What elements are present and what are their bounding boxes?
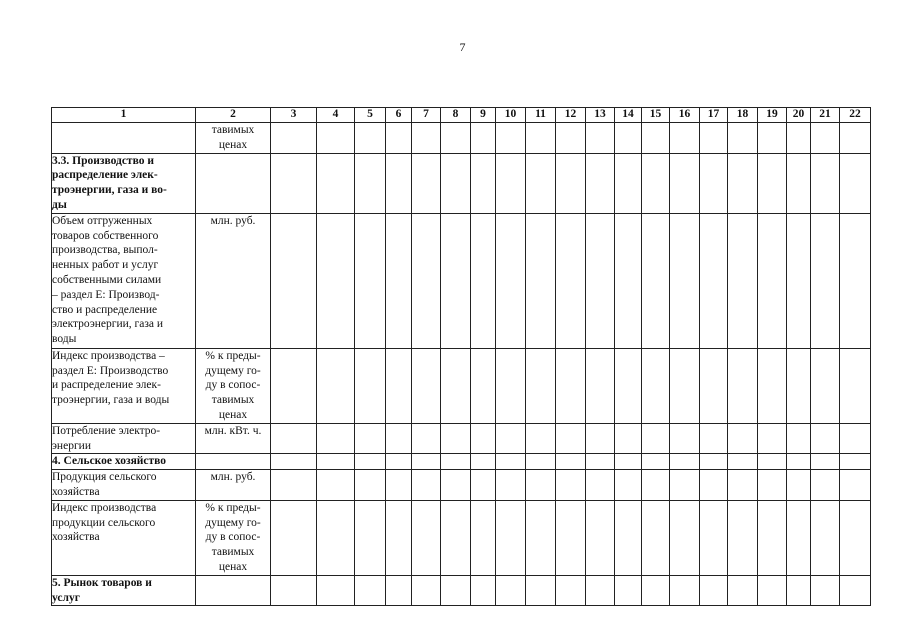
indicator-text: Потребление электро- [52, 424, 161, 437]
indicator-cell [52, 153, 196, 213]
value-cell [670, 123, 700, 154]
unit-text: тавимых [211, 546, 255, 559]
indicator-text: воды [52, 333, 77, 346]
value-cell [615, 123, 642, 154]
unit-cell [196, 153, 271, 213]
value-cell [728, 500, 758, 575]
value-cell [840, 470, 871, 501]
value-cell [496, 470, 526, 501]
value-cell [728, 470, 758, 501]
value-cell [586, 470, 615, 501]
value-cell [526, 500, 556, 575]
value-cell [642, 123, 670, 154]
value-cell [728, 153, 758, 213]
value-cell [700, 153, 728, 213]
unit-text: ду в сопос- [205, 531, 261, 544]
table-row [52, 470, 871, 501]
indicator-text: троэнергии, газа и во- [52, 184, 167, 197]
indicator-text: производства, выпол- [52, 244, 158, 257]
value-cell [728, 423, 758, 454]
statistics-table [51, 107, 871, 606]
value-cell [317, 454, 355, 470]
value-cell [787, 500, 811, 575]
value-cell [441, 153, 471, 213]
column-header-21: 21 [811, 108, 840, 123]
value-cell [317, 153, 355, 213]
unit-cell [196, 123, 271, 154]
value-cell [526, 575, 556, 606]
value-cell [586, 500, 615, 575]
column-header-19: 19 [758, 108, 787, 123]
value-cell [471, 470, 496, 501]
value-cell [787, 348, 811, 423]
value-cell [642, 423, 670, 454]
column-header-7: 7 [412, 108, 441, 123]
column-header-20: 20 [787, 108, 811, 123]
indicator-text: распределение элек- [52, 169, 158, 182]
value-cell [526, 454, 556, 470]
column-header-2: 2 [196, 108, 271, 123]
indicator-text: продукции сельского [52, 516, 156, 529]
unit-cell [196, 470, 271, 501]
unit-text: ценах [218, 560, 248, 573]
value-cell [758, 423, 787, 454]
table-row [52, 123, 871, 154]
value-cell [526, 153, 556, 213]
value-cell [471, 454, 496, 470]
unit-cell [196, 454, 271, 470]
indicator-cell [52, 454, 196, 470]
table-row [52, 348, 871, 423]
value-cell [386, 348, 412, 423]
value-cell [758, 500, 787, 575]
value-cell [670, 348, 700, 423]
value-cell [526, 423, 556, 454]
value-cell [615, 423, 642, 454]
column-header-9: 9 [471, 108, 496, 123]
unit-cell [196, 575, 271, 606]
value-cell [412, 575, 441, 606]
column-header-4: 4 [317, 108, 355, 123]
indicator-cell [52, 575, 196, 606]
value-cell [615, 348, 642, 423]
value-cell [556, 575, 586, 606]
value-cell [355, 470, 386, 501]
value-cell [787, 123, 811, 154]
value-cell [670, 454, 700, 470]
value-cell [787, 454, 811, 470]
value-cell [412, 470, 441, 501]
indicator-text: Объем отгруженных [52, 214, 153, 227]
indicator-cell [52, 348, 196, 423]
value-cell [811, 153, 840, 213]
unit-text: млн. руб. [210, 471, 256, 484]
value-cell [355, 454, 386, 470]
indicator-cell [52, 213, 196, 348]
value-cell [811, 470, 840, 501]
column-header-8: 8 [441, 108, 471, 123]
value-cell [386, 470, 412, 501]
indicator-text: хозяйства [52, 485, 100, 498]
value-cell [471, 575, 496, 606]
value-cell [441, 213, 471, 348]
table-row [52, 575, 871, 606]
unit-cell [196, 348, 271, 423]
column-number-row [52, 108, 871, 123]
value-cell [642, 153, 670, 213]
value-cell [787, 153, 811, 213]
value-cell [700, 454, 728, 470]
value-cell [586, 153, 615, 213]
value-cell [642, 213, 670, 348]
value-cell [355, 153, 386, 213]
value-cell [586, 423, 615, 454]
value-cell [615, 500, 642, 575]
value-cell [642, 575, 670, 606]
value-cell [412, 213, 441, 348]
value-cell [670, 423, 700, 454]
value-cell [758, 348, 787, 423]
value-cell [811, 423, 840, 454]
value-cell [586, 575, 615, 606]
value-cell [496, 153, 526, 213]
value-cell [670, 213, 700, 348]
value-cell [586, 123, 615, 154]
value-cell [317, 348, 355, 423]
value-cell [271, 153, 317, 213]
value-cell [441, 454, 471, 470]
indicator-text: товаров собственного [52, 229, 159, 242]
value-cell [758, 470, 787, 501]
value-cell [758, 575, 787, 606]
column-header-22: 22 [840, 108, 871, 123]
value-cell [728, 123, 758, 154]
value-cell [556, 500, 586, 575]
value-cell [526, 213, 556, 348]
unit-text: млн. кВт. ч. [204, 424, 262, 437]
value-cell [317, 423, 355, 454]
value-cell [787, 423, 811, 454]
indicator-text: электроэнергии, газа и [52, 318, 164, 331]
value-cell [496, 213, 526, 348]
value-cell [386, 575, 412, 606]
column-header-3: 3 [271, 108, 317, 123]
value-cell [471, 213, 496, 348]
value-cell [642, 500, 670, 575]
value-cell [811, 123, 840, 154]
value-cell [412, 348, 441, 423]
column-header-16: 16 [670, 108, 700, 123]
value-cell [271, 213, 317, 348]
indicator-cell [52, 123, 196, 154]
value-cell [441, 423, 471, 454]
value-cell [758, 454, 787, 470]
value-cell [840, 575, 871, 606]
column-header-6: 6 [386, 108, 412, 123]
value-cell [615, 153, 642, 213]
value-cell [471, 153, 496, 213]
value-cell [728, 213, 758, 348]
unit-cell [196, 500, 271, 575]
value-cell [811, 500, 840, 575]
page-number: 7 [459, 40, 466, 54]
value-cell [556, 470, 586, 501]
value-cell [700, 470, 728, 501]
value-cell [642, 348, 670, 423]
value-cell [586, 213, 615, 348]
indicator-text: 5. Рынок товаров и [52, 576, 152, 589]
value-cell [670, 575, 700, 606]
value-cell [615, 213, 642, 348]
value-cell [811, 348, 840, 423]
table-row [52, 454, 871, 470]
value-cell [615, 470, 642, 501]
value-cell [728, 454, 758, 470]
value-cell [700, 213, 728, 348]
value-cell [615, 575, 642, 606]
value-cell [496, 423, 526, 454]
value-cell [271, 500, 317, 575]
indicator-text: Продукция сельского [52, 471, 157, 484]
column-header-1: 1 [52, 108, 196, 123]
unit-text: дущему го- [205, 364, 261, 377]
indicator-text: 3.3. Производство и [52, 154, 154, 167]
indicator-cell [52, 423, 196, 454]
column-header-13: 13 [586, 108, 615, 123]
unit-cell [196, 423, 271, 454]
column-header-12: 12 [556, 108, 586, 123]
unit-text: ду в сопос- [205, 379, 261, 392]
value-cell [700, 500, 728, 575]
value-cell [700, 348, 728, 423]
value-cell [317, 575, 355, 606]
value-cell [811, 575, 840, 606]
indicator-text: 4. Сельское хозяйство [52, 455, 167, 468]
value-cell [441, 500, 471, 575]
value-cell [642, 470, 670, 501]
indicator-text: троэнергии, газа и воды [52, 394, 170, 407]
value-cell [317, 213, 355, 348]
value-cell [758, 213, 787, 348]
value-cell [271, 423, 317, 454]
indicator-text: ды [52, 198, 67, 211]
value-cell [556, 348, 586, 423]
unit-text: млн. руб. [210, 214, 256, 227]
value-cell [615, 454, 642, 470]
indicator-text: раздел E: Производство [52, 364, 169, 377]
value-cell [386, 454, 412, 470]
value-cell [787, 213, 811, 348]
value-cell [728, 575, 758, 606]
indicator-text: энергии [52, 439, 91, 452]
value-cell [840, 153, 871, 213]
value-cell [556, 423, 586, 454]
value-cell [412, 123, 441, 154]
value-cell [412, 153, 441, 213]
value-cell [496, 123, 526, 154]
value-cell [441, 123, 471, 154]
indicator-cell [52, 470, 196, 501]
indicator-text: – раздел E: Производ- [52, 288, 160, 301]
value-cell [355, 423, 386, 454]
value-cell [471, 423, 496, 454]
value-cell [412, 500, 441, 575]
column-header-15: 15 [642, 108, 670, 123]
value-cell [758, 123, 787, 154]
indicator-text: собственными силами [52, 273, 162, 286]
value-cell [471, 500, 496, 575]
value-cell [317, 470, 355, 501]
unit-text: ценах [218, 408, 248, 421]
table-row [52, 423, 871, 454]
value-cell [441, 348, 471, 423]
indicator-text: ство и распределение [52, 303, 158, 316]
unit-text: дущему го- [205, 516, 261, 529]
unit-text: % к преды- [205, 501, 261, 514]
value-cell [840, 423, 871, 454]
value-cell [496, 500, 526, 575]
value-cell [496, 575, 526, 606]
indicator-text: хозяйства [52, 531, 100, 544]
value-cell [840, 454, 871, 470]
indicator-text: Индекс производства [52, 501, 157, 514]
table-row [52, 213, 871, 348]
value-cell [787, 470, 811, 501]
unit-text: ценах [218, 138, 248, 151]
value-cell [758, 153, 787, 213]
column-header-17: 17 [700, 108, 728, 123]
column-header-5: 5 [355, 108, 386, 123]
unit-text: % к преды- [205, 349, 261, 362]
value-cell [496, 454, 526, 470]
value-cell [317, 123, 355, 154]
value-cell [471, 348, 496, 423]
value-cell [386, 153, 412, 213]
table-row [52, 500, 871, 575]
value-cell [670, 153, 700, 213]
value-cell [386, 123, 412, 154]
value-cell [526, 123, 556, 154]
column-header-10: 10 [496, 108, 526, 123]
indicator-cell [52, 500, 196, 575]
value-cell [700, 575, 728, 606]
column-header-11: 11 [526, 108, 556, 123]
value-cell [840, 500, 871, 575]
value-cell [386, 500, 412, 575]
value-cell [787, 575, 811, 606]
value-cell [700, 423, 728, 454]
value-cell [526, 470, 556, 501]
value-cell [271, 470, 317, 501]
value-cell [556, 213, 586, 348]
value-cell [355, 348, 386, 423]
value-cell [556, 454, 586, 470]
value-cell [441, 575, 471, 606]
indicator-text: и распределение элек- [52, 379, 161, 392]
value-cell [271, 123, 317, 154]
value-cell [840, 213, 871, 348]
value-cell [586, 454, 615, 470]
table-row [52, 153, 871, 213]
value-cell [355, 500, 386, 575]
value-cell [670, 500, 700, 575]
value-cell [642, 454, 670, 470]
indicator-text: услуг [52, 591, 80, 604]
value-cell [355, 123, 386, 154]
value-cell [700, 123, 728, 154]
value-cell [471, 123, 496, 154]
value-cell [556, 153, 586, 213]
value-cell [811, 454, 840, 470]
value-cell [840, 348, 871, 423]
value-cell [526, 348, 556, 423]
value-cell [271, 454, 317, 470]
value-cell [355, 213, 386, 348]
value-cell [317, 500, 355, 575]
value-cell [586, 348, 615, 423]
value-cell [441, 470, 471, 501]
column-header-18: 18 [728, 108, 758, 123]
unit-text: тавимых [211, 394, 255, 407]
value-cell [355, 575, 386, 606]
value-cell [412, 454, 441, 470]
indicator-text: ненных работ и услуг [52, 259, 159, 272]
value-cell [556, 123, 586, 154]
value-cell [386, 423, 412, 454]
value-cell [496, 348, 526, 423]
value-cell [412, 423, 441, 454]
column-header-14: 14 [615, 108, 642, 123]
value-cell [728, 348, 758, 423]
unit-text: тавимых [211, 124, 255, 136]
value-cell [386, 213, 412, 348]
value-cell [670, 470, 700, 501]
indicator-text: Индекс производства – [52, 349, 165, 362]
value-cell [811, 213, 840, 348]
value-cell [271, 348, 317, 423]
value-cell [840, 123, 871, 154]
unit-cell [196, 213, 271, 348]
value-cell [271, 575, 317, 606]
